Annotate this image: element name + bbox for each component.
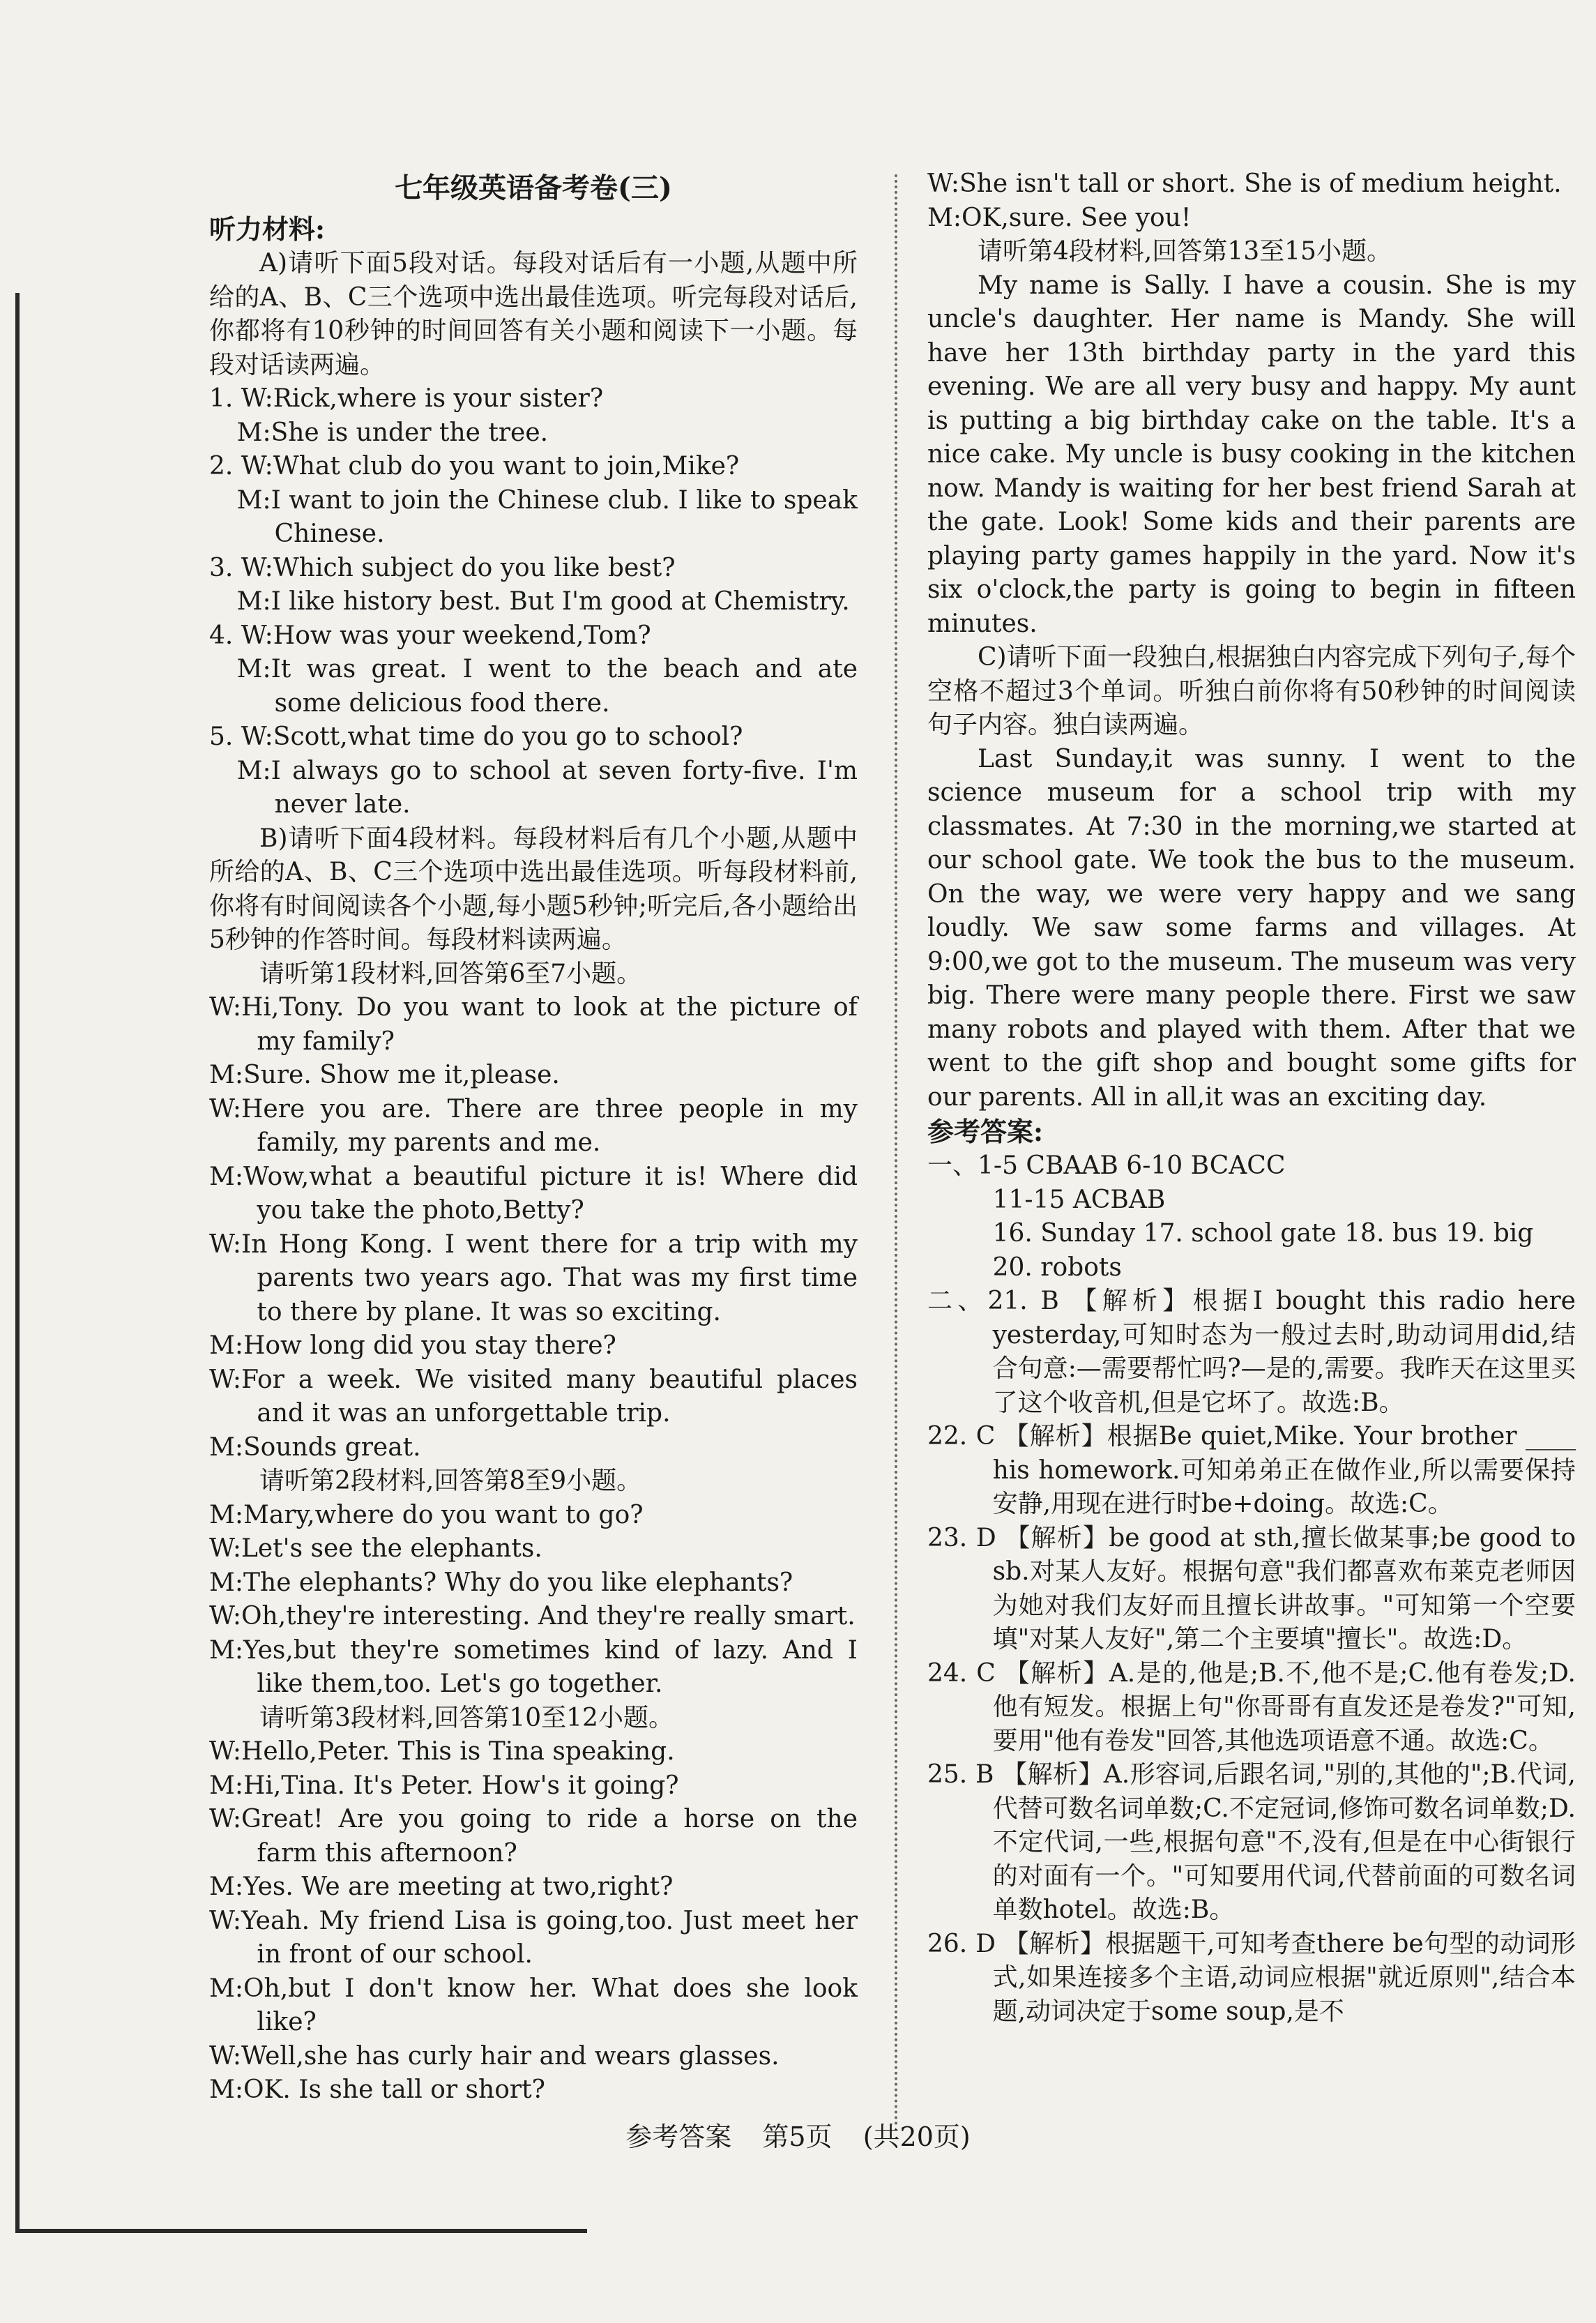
dialog-question: 4. W:How was your weekend,Tom? xyxy=(209,621,651,650)
left-column xyxy=(209,167,858,2108)
explanation-body: A.是的,他是;B.不,他不是;C.他有卷发;D.他有短发。根据上句"你哥哥有直发还是卷发?"可知,要用"他有卷发"回答,其他选项语意不通。故选:C。 xyxy=(992,1658,1576,1755)
part-intro: 请听第3段材料,回答第10至12小题。 xyxy=(259,1703,674,1732)
explanation-body: 根据I bought this radio here yesterday,可知时态为一般过去时,助动词用did,结合句意:—需要帮忙吗?—是的,需要。我昨天在这里买了这个收音机,但是它坏了。故选:B。 xyxy=(992,1287,1576,1417)
dialog-question: 2. W:What club do you want to join,Mike? xyxy=(209,452,740,481)
dialog-question: 5. W:Scott,what time do you go to school? xyxy=(209,722,743,751)
dialog-line: W:Yeah. My friend Lisa is going,too. Just meet her in front of our school. xyxy=(209,1906,858,1969)
page-footer xyxy=(0,2115,1596,2154)
dialog-answer: M:I always go to school at seven forty-five. I'm never late. xyxy=(236,756,858,819)
explanation-item xyxy=(927,1657,1576,1759)
footer-label: 参考答案 xyxy=(625,2121,732,2152)
dialog-line: M:Wow,what a beautiful picture it is! Where did you take the photo,Betty? xyxy=(209,1162,858,1225)
explanation-body: be good at sth,擅长做某事;be good to sb.对某人友好。根据句意"我们都喜欢布莱克老师因为她对我们友好而且擅长讲故事。"可知第一个空要填"对某人友好",第二个主要填"擅长"。故选:D。 xyxy=(992,1523,1576,1654)
dialog-line: M:Sure. Show me it,please. xyxy=(209,1061,560,1089)
answers-heading: 参考答案: xyxy=(927,1116,1044,1147)
explanation-head: 25. B 【解析】 xyxy=(927,1760,1104,1789)
dialog-line: M:How long did you stay there? xyxy=(209,1331,616,1360)
explanation-item xyxy=(927,1420,1576,1522)
dialog-line: W:Well,she has curly hair and wears glasses. xyxy=(209,2041,780,2071)
dialog-line: M:Sounds great. xyxy=(209,1432,421,1462)
dialog-line: W:In Hong Kong. I went there for a trip with my parents two years ago. That was my first time to there by plane. It was so exciting. xyxy=(209,1229,858,1326)
dialog-line: M:OK,sure. See you! xyxy=(927,203,1192,232)
answer-line: 20. robots xyxy=(992,1253,1122,1282)
dialog-line: W:For a week. We visited many beautiful places and it was an unforgettable trip. xyxy=(209,1365,858,1428)
dialog-answer: M:I like history best. But I'm good at Chemistry. xyxy=(236,587,850,616)
dialog-line: W:Hi,Tony. Do you want to look at the picture of my family? xyxy=(209,993,858,1056)
dialog-answer: M:It was great. I went to the beach and ate some delicious food there. xyxy=(236,655,858,718)
dialog-line: W:Hello,Peter. This is Tina speaking. xyxy=(209,1737,675,1766)
dialog-line: W:Let's see the elephants. xyxy=(209,1534,542,1563)
monologue-passage: Last Sunday,it was sunny. I went to the science museum for a school trip with my classmates. At 7:30 in the morning,we started at our school gate. We took the bus to the museum. On the way, we were very happy and we sang loudly. We saw some farms and villages. At 9:00,we got to the museum. The museum was very big. There were many people there. First we saw many robots and played with them. After that we went to the gift shop and bought some gifts for our parents. All in all,it was an exciting day. xyxy=(927,744,1576,1112)
explanation-body: A.形容词,后跟名词,"别的,其他的";B.代词,代替可数名词单数;C.不定冠词,修饰可数名词单数;D.不定代词,一些,根据句意"不,没有,但是在中心街银行的对面有一个。"可知要用代词,代替前面的可数名词单数hotel。故选:B。 xyxy=(992,1760,1576,1924)
page-total: (共20页) xyxy=(862,2121,971,2152)
dialog-line: W:Great! Are you going to ride a horse on the farm this afternoon? xyxy=(209,1805,858,1868)
dialog-line: W:She isn't tall or short. She is of medium height. xyxy=(927,169,1562,198)
explanation-item xyxy=(927,1758,1576,1928)
dialog-line: M:Mary,where do you want to go? xyxy=(209,1500,644,1529)
page-title: 七年级英语备考卷(三) xyxy=(395,172,672,204)
dialog-question: 1. W:Rick,where is your sister? xyxy=(209,384,604,413)
answer-line: 一、1-5 CBAAB 6-10 BCACC xyxy=(927,1151,1286,1180)
dialog-answer: M:I want to join the Chinese club. I like to speak Chinese. xyxy=(236,485,858,548)
dialog-line: W:Oh,they're interesting. And they're really smart. xyxy=(209,1602,856,1630)
scan-edge xyxy=(15,293,20,2232)
right-column xyxy=(927,167,1576,2029)
listening-heading: 听力材料: xyxy=(209,213,326,245)
explanation-item xyxy=(927,1522,1576,1657)
dialog-answer: M:She is under the tree. xyxy=(236,418,549,447)
explanation-head: 26. D 【解析】 xyxy=(927,1929,1106,1958)
dialog-line: M:The elephants? Why do you like elephants? xyxy=(209,1568,793,1597)
dialog-line: W:Here you are. There are three people in my family, my parents and me. xyxy=(209,1094,858,1157)
page-number: 第5页 xyxy=(762,2121,833,2152)
explanation-item xyxy=(927,1928,1576,2029)
explanation-head: 23. D 【解析】 xyxy=(927,1523,1109,1552)
section-a-instructions: A)请听下面5段对话。每段对话后有一小题,从题中所给的A、B、C三个选项中选出最佳选项。听完每段对话后,你都将有10秒钟的时间回答有关小题和阅读下一小题。每段对话读两遍。 xyxy=(209,249,858,379)
dialog-line: M:Yes. We are meeting at two,right? xyxy=(209,1872,674,1901)
column-divider xyxy=(895,174,897,2127)
explanation-head: 二、21. B 【解析】 xyxy=(927,1287,1193,1315)
answer-line: 16. Sunday 17. school gate 18. bus 19. big xyxy=(992,1219,1534,1248)
explanation-head: 22. C 【解析】 xyxy=(927,1422,1107,1451)
dialog-question: 3. W:Which subject do you like best? xyxy=(209,553,676,582)
dialog-line: M:Hi,Tina. It's Peter. How's it going? xyxy=(209,1771,679,1800)
dialog-line: M:Yes,but they're sometimes kind of lazy. And I like them,too. Let's go together. xyxy=(209,1635,858,1698)
answer-line: 11-15 ACBAB xyxy=(992,1185,1166,1214)
explanation-body: 根据Be quiet,Mike. Your brother ____ his homework.可知弟弟正在做作业,所以需要保持安静,用现在进行时be+doing。故选:C。 xyxy=(992,1422,1576,1518)
explanation-head: 24. C 【解析】 xyxy=(927,1658,1109,1688)
part4-passage: My name is Sally. I have a cousin. She is my uncle's daughter. Her name is Mandy. She will have her 13th birthday party in the yard this evening. We are all very busy and happy. My aunt is putting a big birthday cake on the table. It's a nice cake. My uncle is busy cooking in the kitchen now. Mandy is waiting for her best friend Sarah at the gate. Look! Some kids and their parents are playing party games happily in the yard. Now it's six o'clock,the party is going to begin in fifteen minutes. xyxy=(927,271,1576,638)
part-intro: 请听第4段材料,回答第13至15小题。 xyxy=(978,237,1392,266)
part-intro: 请听第1段材料,回答第6至7小题。 xyxy=(259,959,642,988)
dialog-line: M:Oh,but I don't know her. What does she look like? xyxy=(209,1974,858,2036)
explanation-item xyxy=(927,1285,1576,1420)
part-intro: 请听第2段材料,回答第8至9小题。 xyxy=(259,1467,642,1495)
scan-edge xyxy=(15,2229,587,2233)
dialog-line: M:OK. Is she tall or short? xyxy=(209,2075,545,2104)
section-c-instructions: C)请听下面一段独白,根据独白内容完成下列句子,每个空格不超过3个单词。听独白前你将有50秒钟的时间阅读句子内容。独白读两遍。 xyxy=(927,643,1576,739)
section-b-instructions: B)请听下面4段材料。每段材料后有几个小题,从题中所给的A、B、C三个选项中选出最佳选项。听每段材料前,你将有时间阅读各个小题,每小题5秒钟;听完后,各小题给出5秒钟的作答时间。每段材料读两遍。 xyxy=(209,824,858,954)
explanation-body: 根据题干,可知考查there be句型的动词形式,如果连接多个主语,动词应根据"就近原则",结合本题,动词决定于some soup,是不 xyxy=(992,1929,1576,2026)
